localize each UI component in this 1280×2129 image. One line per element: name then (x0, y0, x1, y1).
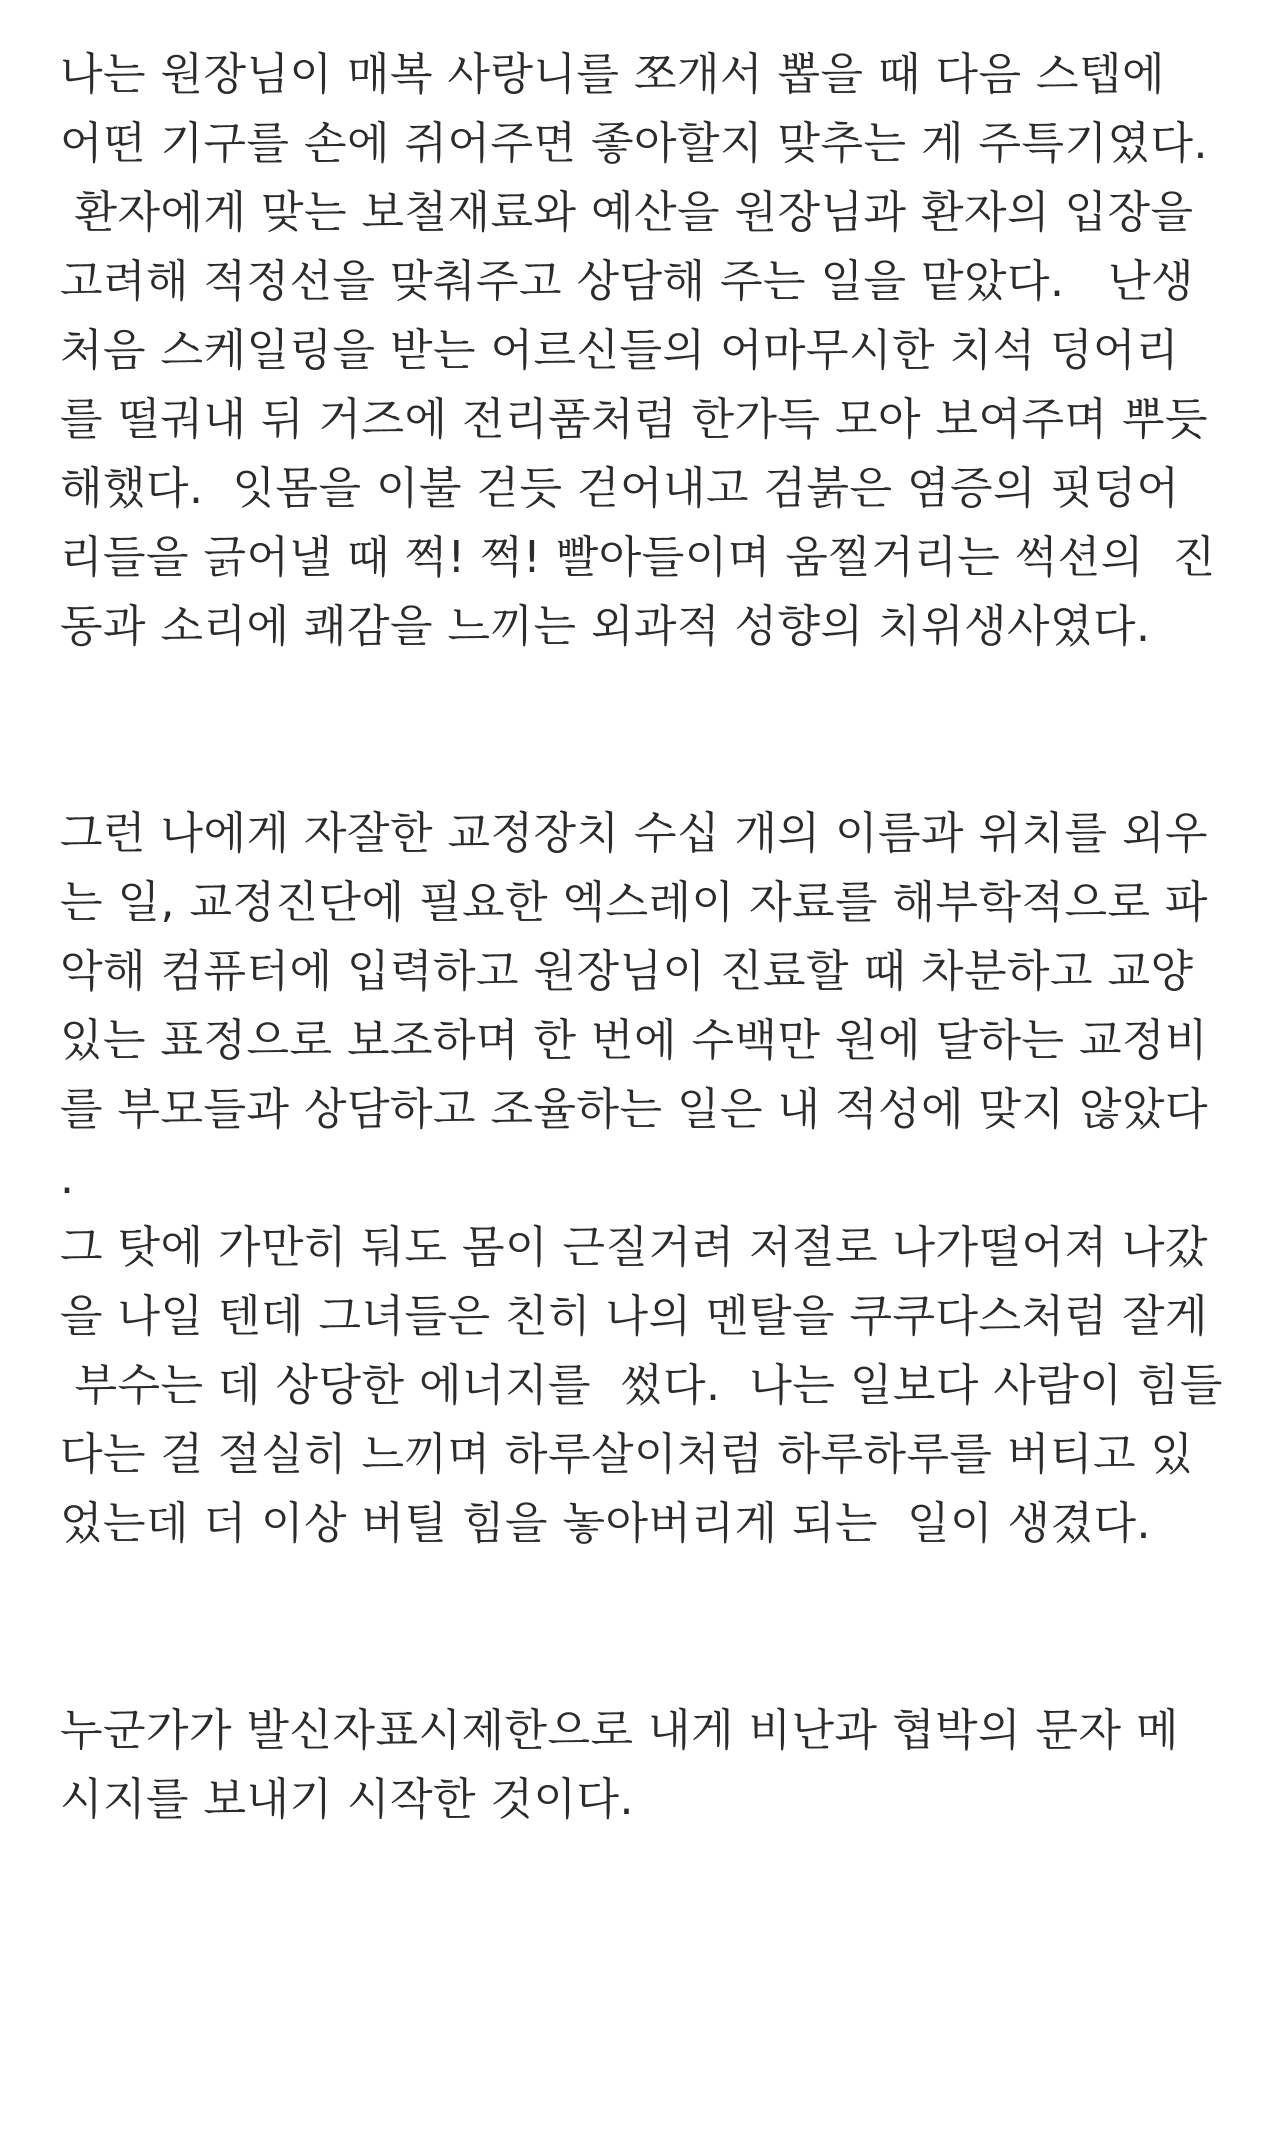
text-line: 그 탓에 가만히 둬도 몸이 근질거려 저절로 나가떨어져 나갔 (60, 1222, 1208, 1273)
text-line: 다는 걸 절실히 느끼며 하루살이처럼 하루하루를 버티고 있 (60, 1429, 1194, 1480)
text-line: 악해 컴퓨터에 입력하고 원장님이 진료할 때 차분하고 교양 (60, 946, 1194, 997)
text-line: 는 일, 교정진단에 필요한 엑스레이 자료를 해부학적으로 파 (60, 877, 1208, 928)
text-line: . (60, 1153, 75, 1204)
text-line: 를 떨궈내 뒤 거즈에 전리품처럼 한가득 모아 보여주며 뿌듯 (60, 394, 1208, 445)
paragraph-2 (60, 799, 1240, 1558)
text-line: 나는 원장님이 매복 사랑니를 쪼개서 뽑을 때 다음 스텝에 (60, 49, 1165, 100)
text-line: 그런 나에게 자잘한 교정장치 수십 개의 이름과 위치를 외우 (60, 808, 1208, 859)
text-line: 누군가가 발신자표시제한으로 내게 비난과 협박의 문자 메 (60, 1705, 1180, 1756)
text-line: 시지를 보내기 시작한 것이다. (60, 1774, 634, 1825)
text-line: 처음 스케일링을 받는 어르신들의 어마무시한 치석 덩어리 (60, 325, 1180, 376)
paragraph-gap (60, 1558, 1240, 1696)
paragraph-gap (60, 661, 1240, 799)
paragraph-3 (60, 1696, 1240, 1834)
text-line: 었는데 더 이상 버틸 힘을 놓아버리게 되는 일이 생겼다. (60, 1498, 1151, 1549)
text-line: 부수는 데 상당한 에너지를 썼다. 나는 일보다 사람이 힘들 (60, 1360, 1223, 1411)
text-line: 환자에게 맞는 보철재료와 예산을 원장님과 환자의 입장을 (60, 187, 1194, 238)
text-line: 해했다. 잇몸을 이불 걷듯 걷어내고 검붉은 염증의 핏덩어 (60, 463, 1180, 514)
text-line: 리들을 긁어낼 때 쩍! 쩍! 빨아들이며 움찔거리는 썩션의 진 (60, 532, 1216, 583)
text-line: 를 부모들과 상담하고 조율하는 일은 내 적성에 맞지 않았다 (60, 1084, 1208, 1135)
article-body (60, 40, 1240, 1834)
text-line: 어떤 기구를 손에 쥐어주면 좋아할지 맞추는 게 주특기였다. (60, 118, 1208, 169)
text-line: 고려해 적정선을 맞춰주고 상담해 주는 일을 맡았다. 난생 (60, 256, 1194, 307)
text-line: 있는 표정으로 보조하며 한 번에 수백만 원에 달하는 교정비 (60, 1015, 1208, 1066)
text-line: 을 나일 텐데 그녀들은 친히 나의 멘탈을 쿠쿠다스처럼 잘게 (60, 1291, 1208, 1342)
paragraph-1 (60, 40, 1240, 661)
text-line: 동과 소리에 쾌감을 느끼는 외과적 성향의 치위생사였다. (60, 601, 1151, 652)
